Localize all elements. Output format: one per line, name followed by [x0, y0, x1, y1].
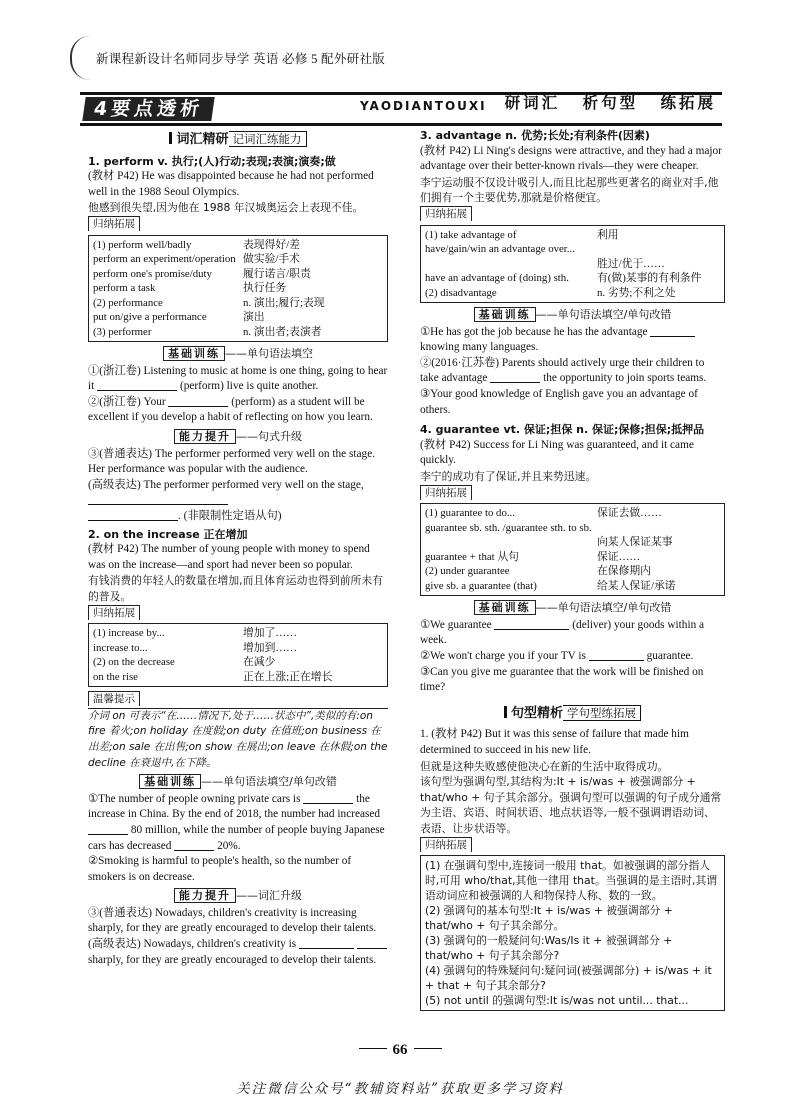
- perform-head: 1. perform v. 执行;(人)行动;表现;表演;演奏;做: [88, 154, 336, 168]
- increase-example: (教材 P42) The number of young people with money to spend was on the increase—and sport had never been so popular.: [88, 543, 370, 571]
- banner-tag: 4要点透析: [82, 97, 215, 121]
- increase-tip: 介词 on 可表示“在……情况下,处于……状态中”,类似的有:on fire 着火;on holiday 在度假;on duty 在值班;on business 在出差;on sale 在出售;on show 在展出;on leave 在休假;on the decline 在衰退中,在下降。: [88, 708, 388, 771]
- increase-q3: ③(普通表达) Nowadays, children's creativity is increasing sharply, for they are greatly encouraged to develop their talents.: [88, 906, 377, 935]
- perform-box: (1) perform well/badly 表现得好/差 perform an experiment/operation 做实验/手术 perform one's promise/duty 履行诺言/职责 perform a task 执行任务 (2) performance n. 演出;履行;表现 put on/give a performance 演出 (3) performer n. 演出者;表演者: [88, 235, 388, 343]
- banner-pinyin: YAODIANTOUXI: [360, 99, 487, 113]
- guarantee-example-zh: 李宁的成功有了保证,并且来势迅速。: [420, 470, 597, 483]
- increase-train2-title: 能力提升 ——词汇升级: [88, 888, 388, 904]
- advantage-example-zh: 李宁运动服不仅设计吸引人,而且比起那些更著名的商业对手,他们拥有一个主要优势,那就是价格便宜。: [420, 175, 719, 205]
- guarantee-q3: ③Can you give me guarantee that the work will be finished on time?: [420, 665, 704, 694]
- increase-train1-title: 基础训练 ——单句语法填空/单句改错: [88, 774, 388, 790]
- grammar-head: 1. (教材 P42) But it was this sense of failure that made him determined to succeed in his new life.: [420, 728, 689, 756]
- perform-q3: ③(普通表达) The performer performed very well on the stage. Her performance was popular with the audience.: [88, 447, 376, 476]
- guarantee-q1: ①We guarantee (deliver) your goods within a week.: [420, 618, 705, 647]
- advantage-head: 3. advantage n. 优势;长处;有利条件(因素): [420, 129, 650, 142]
- perform-q2: ②(浙江卷) Your (perform) as a student will be excellent if you develop a habit of reflecting on how you learn.: [88, 395, 373, 424]
- advantage-q2: ②(2016·江苏卷) Parents should actively urge their children to take advantage the opportunity to join sports teams.: [420, 356, 707, 385]
- guarantee-train1-title: 基础训练 ——单句语法填空/单句改错: [420, 600, 725, 616]
- answer-blank[interactable]: [88, 823, 128, 835]
- answer-blank[interactable]: [589, 649, 644, 661]
- guarantee-head: 4. guarantee vt. 保证;担保 n. 保证;保修;担保;抵押品: [420, 423, 705, 437]
- advantage-train1-title: 基础训练 ——单句语法填空/单句改错: [420, 307, 725, 323]
- perform-example-zh: 他感到很失望,因为他在 1988 年汉城奥运会上表现不佳。: [88, 201, 364, 215]
- perform-q1: ①(浙江卷) Listening to music at home is one thing, going to hear it (perform) live is quite another.: [88, 364, 388, 393]
- header-curve: [70, 36, 90, 80]
- grammar-zh: 但就是这种失败感使他决心在新的生活中取得成功。: [420, 759, 669, 773]
- increase-q2: ②Smoking is harmful to people's health, so the number of smokers is on decrease.: [88, 855, 352, 883]
- increase-q3b: (高级表达) Nowadays, children's creativity is sharply, for they are greatly encouraged to develop their talents.: [88, 937, 388, 968]
- increase-tag: 归纳拓展: [88, 605, 140, 620]
- grammar-section-title: 句型精析 学句型练拓展: [420, 706, 725, 722]
- footer-note: 关注微信公众号“教辅资料站”获取更多学习资料: [236, 1081, 564, 1097]
- right-column: [420, 128, 725, 1015]
- perform-tag: 归纳拓展: [88, 216, 140, 231]
- left-column: [88, 128, 388, 968]
- answer-blank[interactable]: [168, 395, 228, 407]
- guarantee-box: (1) guarantee to do... 保证去做…… guarantee sb. sth. /guarantee sth. to sb. 向某人保证某事 guarantee + that 从句 保证…… (2) under guarantee 在保修期内 give sb. a guarantee (that) 给某人保证/承诺: [420, 503, 725, 596]
- answer-blank[interactable]: [299, 937, 354, 949]
- guarantee-example: (教材 P42) Success for Li Ning was guaranteed, and it came quickly.: [420, 438, 694, 467]
- advantage-example: (教材 P42) Li Ning's designs were attractive, and they had a major advantage over their better-known rivals—they were cheaper.: [420, 144, 722, 173]
- answer-blank[interactable]: [303, 792, 353, 804]
- increase-box: (1) increase by... 增加了…… increase to... 增加到…… (2) on the decrease 在减少 on the rise 正在上涨;正在增长: [88, 623, 388, 687]
- guarantee-tag: 归纳拓展: [420, 485, 472, 500]
- answer-blank[interactable]: [88, 509, 178, 521]
- increase-q1: ①The number of people owning private cars is the increase in China. By the end of 2018, the number had increased 80 million, while the number of people buying Japanese cars has decreased 20%.: [88, 792, 385, 852]
- answer-blank[interactable]: [490, 371, 540, 383]
- perform-q3b: (高级表达) The performer performed very well on the stage,: [88, 478, 388, 509]
- answer-blank[interactable]: [494, 618, 569, 630]
- perform-train2-title: 能力提升 ——句式升级: [88, 429, 388, 445]
- answer-blank[interactable]: [97, 379, 177, 391]
- banner-right: [491, 96, 716, 112]
- answer-blank[interactable]: [357, 937, 387, 949]
- grammar-desc: 该句型为强调句型,其结构为:It + is/was + 被强调部分 + that/who + 句子其余部分。强调句型可以强调的句子成分通常为主语、宾语、时间状语、地点状语等,一般不强调谓语动词、表语、让步状语等。: [420, 775, 722, 835]
- advantage-q1: ①He has got the job because he has the advantage knowing many languages.: [420, 325, 725, 356]
- banner-right-1: 研词汇: [504, 94, 561, 112]
- increase-example-zh: 有钱消费的年轻人的数量在增加,而且体育运动也得到前所未有的普及。: [88, 574, 383, 603]
- section-banner: [80, 92, 722, 126]
- guarantee-q2: ②We won't charge you if your TV is guarantee.: [420, 649, 694, 662]
- answer-blank[interactable]: [650, 325, 695, 337]
- page-header: [40, 36, 800, 76]
- banner-right-2: 析句型: [582, 94, 639, 112]
- grammar-tag: 归纳拓展: [420, 837, 472, 852]
- perform-q3c: . (非限制性定语从句): [88, 509, 388, 525]
- perform-train1-title: 基础训练 ——单句语法填空: [88, 346, 388, 362]
- advantage-tag: 归纳拓展: [420, 206, 472, 221]
- book-title: 新课程新设计名师同步导学 英语 必修 5 配外研社版: [96, 52, 386, 66]
- answer-blank[interactable]: [88, 493, 228, 505]
- answer-blank[interactable]: [174, 839, 214, 851]
- increase-head: 2. on the increase 正在增加: [88, 527, 248, 541]
- advantage-q3: ③Your good knowledge of English gave you an advantage of others.: [420, 388, 698, 416]
- increase-tip-tag: 温馨提示: [88, 691, 140, 706]
- vocab-section-title: 词汇精研 记词汇练能力: [88, 132, 388, 148]
- banner-right-3: 练拓展: [660, 94, 716, 112]
- grammar-box: (1) 在强调句型中,连接词一般用 that。如被强调的部分指人时,可用 who/that,其他一律用 that。当强调的是主语时,其谓语动词应和被强调的人和物保持人称、数的一致。 (2) 强调句的基本句型:It + is/was + 被强调部分 + that/who + 句子其余部分。 (3) 强调句的一般疑问句:Was/Is it + 被强调部分 + that/who + 句子其余部分? (4) 强调句的特殊疑问句:疑问词(被强调部分) + is/was + it + that + 句子其余部分? (5) not until 的强调句型:It is/was not until... that...: [420, 855, 725, 1011]
- page-number: 66: [0, 1043, 800, 1059]
- advantage-box: (1) take advantage of 利用 have/gain/win an advantage over... 胜过/优于…… have an advantage of (doing) sth. 有(做)某事的有利条件 (2) disadvantage n. 劣势;不利之处: [420, 225, 725, 304]
- perform-example: (教材 P42) He was disappointed because he had not performed well in the 1988 Seoul Olympics.: [88, 170, 374, 198]
